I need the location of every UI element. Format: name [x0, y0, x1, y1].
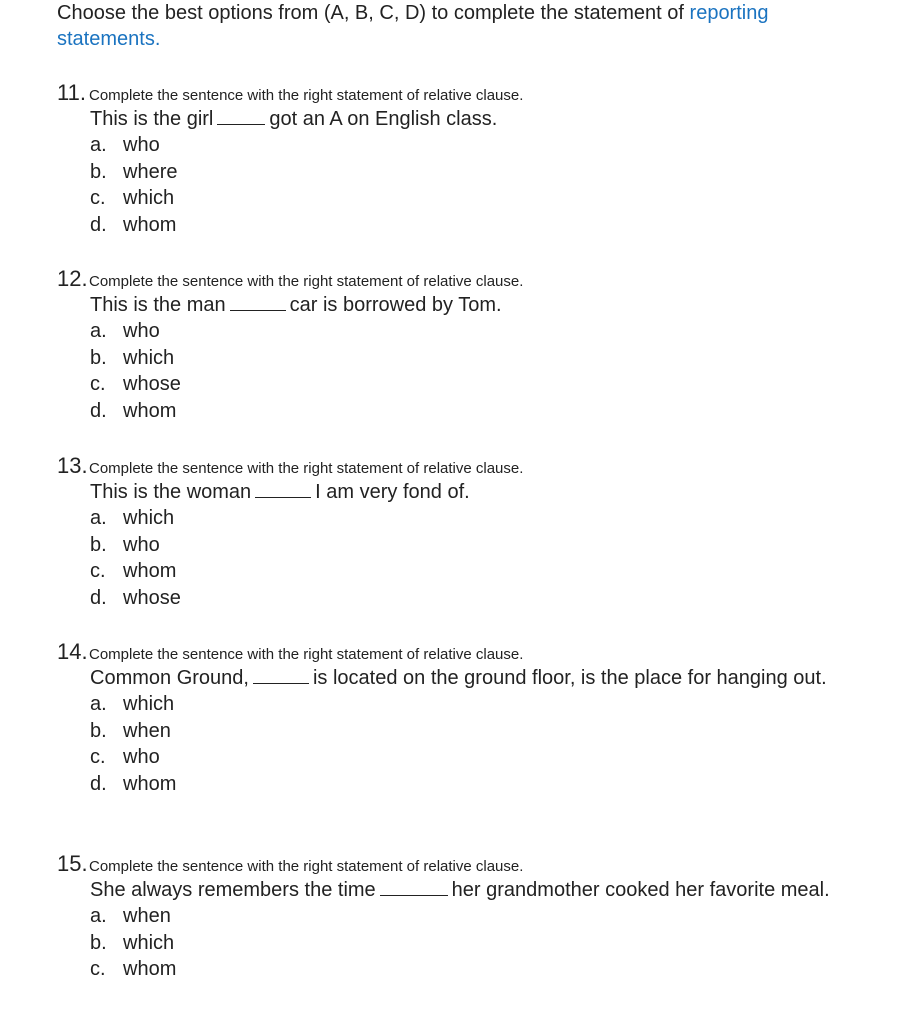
- option-text: whose: [123, 373, 181, 396]
- question-number: 13.: [57, 453, 88, 478]
- question-prompt: Complete the sentence with the right statement of relative clause.: [89, 646, 524, 663]
- option-letter: a.: [90, 134, 107, 156]
- question-prompt: Complete the sentence with the right statement of relative clause.: [89, 273, 524, 290]
- option-c[interactable]: [90, 956, 877, 983]
- question-header: [57, 266, 877, 292]
- sentence-before: This is the girl: [90, 108, 214, 130]
- instructions-text: Choose the best options from (A, B, C, D) to complete the statement of: [57, 2, 690, 24]
- option-text: who: [123, 320, 160, 342]
- question-number: 12.: [57, 266, 88, 291]
- option-a[interactable]: [90, 903, 877, 930]
- option-letter: c.: [90, 958, 106, 981]
- option-letter: a.: [90, 320, 107, 342]
- options-list: [90, 132, 877, 238]
- option-letter: c.: [90, 746, 106, 769]
- question-prompt: Complete the sentence with the right statement of relative clause.: [89, 858, 524, 875]
- answer-blank: [255, 481, 311, 498]
- instructions: [57, 0, 857, 52]
- option-b[interactable]: [90, 159, 877, 186]
- question-sentence: [90, 292, 860, 318]
- option-letter: d.: [90, 213, 107, 236]
- option-text: who: [123, 746, 160, 769]
- option-c[interactable]: [90, 371, 877, 398]
- option-d[interactable]: [90, 585, 877, 612]
- options-list: [90, 505, 877, 611]
- sentence-after: I am very fond of.: [315, 481, 470, 503]
- question-header: [57, 639, 877, 665]
- option-text: whose: [123, 586, 181, 609]
- sentence-before: This is the man: [90, 294, 226, 316]
- option-text: which: [123, 693, 175, 715]
- sentence-after: got an A on English class.: [269, 108, 498, 130]
- option-letter: b.: [90, 533, 107, 556]
- option-letter: d.: [90, 586, 107, 609]
- option-letter: c.: [90, 187, 106, 210]
- answer-blank: [380, 879, 448, 896]
- option-text: where: [123, 160, 178, 183]
- option-text: when: [123, 905, 171, 927]
- option-text: who: [123, 134, 160, 156]
- option-letter: d.: [90, 772, 107, 795]
- option-a[interactable]: [90, 132, 877, 159]
- options-list: [90, 318, 877, 424]
- option-text: whom: [123, 958, 177, 981]
- option-text: whom: [123, 772, 177, 795]
- instructions-accent-text: reporting statements.: [57, 2, 769, 50]
- question-15: [57, 851, 877, 983]
- answer-blank: [217, 108, 265, 125]
- option-letter: b.: [90, 160, 107, 183]
- option-d[interactable]: [90, 771, 877, 798]
- question-header: [57, 851, 877, 877]
- option-letter: a.: [90, 693, 107, 715]
- option-text: which: [123, 187, 175, 210]
- option-a[interactable]: [90, 505, 877, 532]
- question-prompt: Complete the sentence with the right statement of relative clause.: [89, 460, 524, 477]
- option-letter: c.: [90, 373, 106, 396]
- question-number: 15.: [57, 851, 88, 876]
- question-sentence: [90, 665, 860, 691]
- option-c[interactable]: [90, 744, 877, 771]
- option-text: which: [123, 346, 175, 369]
- option-text: whom: [123, 213, 177, 236]
- option-d[interactable]: [90, 212, 877, 239]
- option-b[interactable]: [90, 718, 877, 745]
- option-text: whom: [123, 399, 177, 422]
- question-14: [57, 639, 877, 797]
- option-c[interactable]: [90, 185, 877, 212]
- sentence-after: car is borrowed by Tom.: [289, 294, 502, 316]
- option-letter: d.: [90, 399, 107, 422]
- option-text: which: [123, 507, 175, 529]
- option-text: whom: [123, 560, 177, 583]
- sentence-before: Common Ground,: [90, 667, 249, 689]
- question-header: [57, 453, 877, 479]
- question-sentence: [90, 877, 860, 903]
- option-letter: c.: [90, 560, 106, 583]
- option-letter: a.: [90, 507, 107, 529]
- question-13: [57, 453, 877, 611]
- question-sentence: [90, 479, 860, 505]
- question-number: 14.: [57, 639, 88, 664]
- sentence-after: is located on the ground floor, is the place for hanging out.: [312, 667, 827, 689]
- question-header: [57, 80, 877, 106]
- option-d[interactable]: [90, 398, 877, 425]
- option-b[interactable]: [90, 930, 877, 957]
- option-c[interactable]: [90, 558, 877, 585]
- option-b[interactable]: [90, 532, 877, 559]
- option-letter: b.: [90, 931, 107, 954]
- sentence-before: This is the woman: [90, 481, 252, 503]
- sentence-after: her grandmother cooked her favorite meal.: [451, 879, 830, 901]
- option-a[interactable]: [90, 318, 877, 345]
- options-list: [90, 691, 877, 797]
- question-prompt: Complete the sentence with the right statement of relative clause.: [89, 87, 524, 104]
- answer-blank: [230, 294, 286, 311]
- option-letter: a.: [90, 905, 107, 927]
- sentence-before: She always remembers the time: [90, 879, 376, 901]
- option-letter: b.: [90, 346, 107, 369]
- option-b[interactable]: [90, 345, 877, 372]
- question-sentence: [90, 106, 860, 132]
- answer-blank: [253, 667, 309, 684]
- option-text: which: [123, 931, 175, 954]
- option-a[interactable]: [90, 691, 877, 718]
- question-11: [57, 80, 877, 238]
- option-text: when: [123, 719, 171, 742]
- option-text: who: [123, 533, 160, 556]
- question-12: [57, 266, 877, 424]
- options-list: [90, 903, 877, 983]
- option-letter: b.: [90, 719, 107, 742]
- question-number: 11.: [57, 80, 86, 105]
